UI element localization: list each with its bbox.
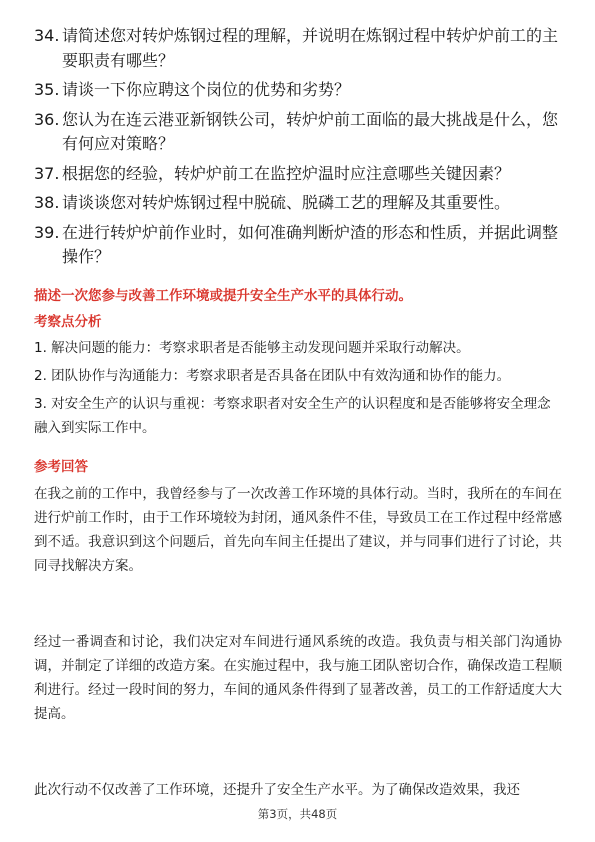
list-item: [34, 108, 564, 157]
page-number: 第3页，共48页: [257, 807, 338, 821]
answer-paragraph: 经过一番调查和讨论，我们决定对车间进行通风系统的改造。我负责与相关部门沟通协调，并制定了详细的改造方案。在实施过程中，我与施工团队密切合作，确保改造工程顺利进行。经过一段时间的努力，车间的通风条件得到了显著改善，员工的工作舒适度大大提高。: [34, 634, 562, 722]
answer-paragraph: 此次行动不仅改善了工作环境，还提升了安全生产水平。为了确保改造效果，我还: [34, 782, 520, 798]
question-text: 请谈谈您对转炉炼钢过程中脱硫、脱磷工艺的理解及其重要性。: [62, 193, 511, 212]
question-number: 38.: [34, 193, 60, 212]
list-item: [34, 191, 564, 216]
analysis-section: [34, 312, 562, 444]
list-item: [34, 24, 564, 73]
question-text: 您认为在连云港亚新钢铁公司，转炉炉前工面临的最大挑战是什么，您有何应对策略？: [62, 109, 559, 153]
question-number: 34.: [34, 26, 60, 45]
question-number: 35.: [34, 80, 60, 99]
answer-title: 参考回答: [34, 459, 88, 475]
question-number: 37.: [34, 163, 60, 183]
analysis-item: 2. 团队协作与沟通能力：考察求职者是否具备在团队中有效沟通和协作的能力。: [34, 368, 511, 384]
analysis-item: 1. 解决问题的能力：考察求职者是否能够主动发现问题并采取行动解决。: [34, 340, 470, 356]
analysis-item: 3. 对安全生产的认识与重视：考察求职者对安全生产的认识程度和是否能够将安全理念融入到实际工作中。: [34, 396, 551, 436]
question-number: 36.: [34, 109, 60, 129]
question-text: 请简述您对转炉炼钢过程的理解，并说明在炼钢过程中转炉炉前工的主要职责有哪些？: [62, 26, 559, 70]
task-heading: 描述一次您参与改善工作环境或提升安全生产水平的具体行动。: [34, 288, 412, 304]
answer-section: [34, 457, 562, 802]
question-number: 39.: [34, 222, 60, 242]
list-item: [34, 78, 564, 103]
question-text: 根据您的经验，转炉炉前工在监控炉温时应注意哪些关键因素？: [62, 163, 511, 183]
list-item: [34, 221, 564, 270]
list-item: [34, 162, 564, 187]
analysis-title: 考察点分析: [34, 314, 102, 330]
question-text: 在进行转炉炉前作业时，如何准确判断炉渣的形态和性质，并据此调整操作？: [62, 222, 559, 266]
question-list: [34, 24, 564, 275]
question-text: 请谈一下你应聘这个岗位的优势和劣势？: [62, 80, 351, 99]
answer-paragraph: 在我之前的工作中，我曾经参与了一次改善工作环境的具体行动。当时，我所在的车间在进行炉前工作时，由于工作环境较为封闭，通风条件不佳，导致员工在工作过程中经常感到不适。我意识到这个问题后，首先向车间主任提出了建议，并与同事们进行了讨论，共同寻找解决方案。: [34, 486, 562, 574]
